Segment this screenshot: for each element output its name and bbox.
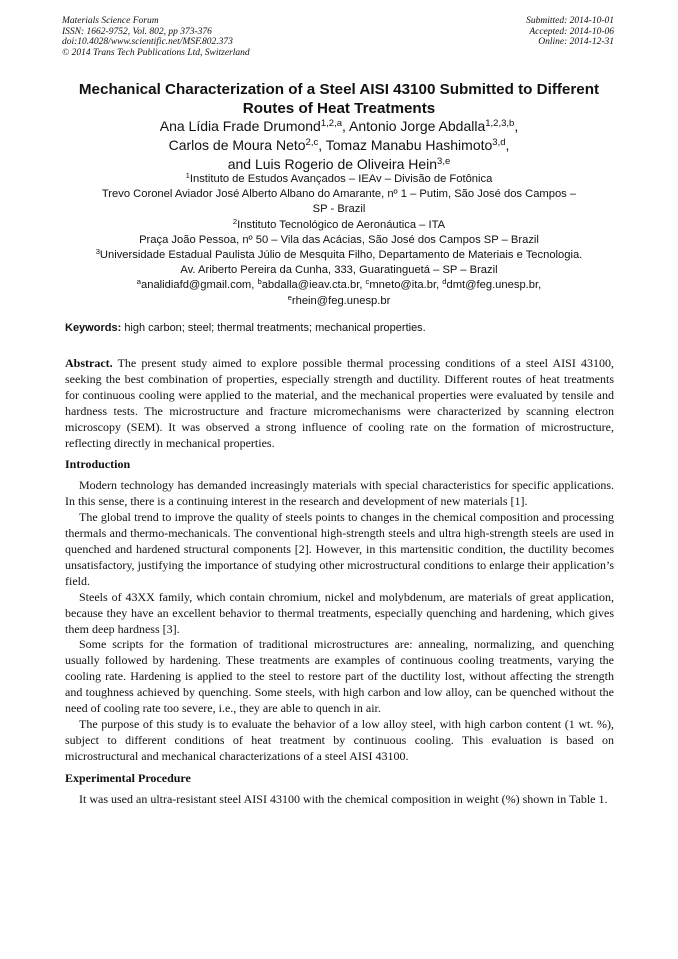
affiliation-line: $^1$Instituto de Estudos Avançados – IEAv – Divisão de Fotônica — [185, 171, 493, 185]
paper-body — [65, 356, 614, 807]
section-heading-introduction: Introduction — [65, 457, 131, 472]
keywords — [65, 321, 615, 335]
paper-title — [50, 80, 628, 118]
author-name: Tomaz Manabu Hashimoto — [325, 137, 493, 153]
email-link[interactable]: analidiafd@gmail.com — [141, 279, 252, 292]
keywords-label: Keywords: — [65, 322, 122, 334]
affiliation-line: Praça João Pessoa, nº 50 – Vila das Acácias, São José dos Campos SP – Brazil — [139, 233, 539, 246]
author-affil-mark: 1,2,a — [320, 118, 343, 130]
author-name: Carlos de Moura Neto — [168, 137, 306, 153]
title-line-1: Mechanical Characterization of a Steel AISI 43100 Submitted to Different — [78, 81, 600, 98]
accepted-date: Accepted: 2014-10-06 — [529, 26, 614, 37]
journal-copyright: © 2014 Trans Tech Publications Ltd, Switzerland — [62, 47, 250, 58]
paragraph: The purpose of this study is to evaluate the behavior of a low alloy steel, with high carbon content (1 wt. %), subject to different conditions of heat treatment by continuous cooling. This evaluation is based on microstructural and mechanical characterizations of a steel AISI 43100. — [65, 716, 614, 763]
section-heading-experimental: Experimental Procedure — [65, 770, 191, 785]
submitted-date: Submitted: 2014-10-01 — [526, 16, 614, 26]
affiliation-line: $^3$Universidade Estadual Paulista Júlio de Mesquita Filho, Departamento de Materiais e Tecnologia. — [95, 247, 583, 262]
author-affil-mark: 3,d — [492, 137, 506, 149]
author-name: Luis Rogerio de Oliveira Hein — [254, 156, 438, 172]
affiliation-line: Av. Ariberto Pereira da Cunha, 333, Guaratinguetá – SP – Brazil — [180, 264, 498, 277]
email-line: $^a$analidiafd@gmail.com, $^b$abdalla@ieav.cta.br, $^c$mneto@ita.br, $^d$dmt@feg.unesp.br, — [136, 277, 542, 292]
author-name: Antonio Jorge Abdalla — [349, 118, 486, 134]
email-link[interactable]: dmt@feg.unesp.br — [446, 279, 539, 292]
author-affil-mark: 2,c — [305, 137, 319, 149]
email-link[interactable]: mneto@ita.br — [369, 279, 437, 292]
keywords-text: high carbon; steel; thermal treatments; mechanical properties. — [124, 322, 426, 334]
online-date: Online: 2014-12-31 — [538, 37, 614, 48]
journal-doi: doi:10.4028/www.scientific.net/MSF.802.373 — [62, 37, 233, 48]
author-line-1: Ana Lídia Frade Drumond$^{1,2,a}$, Antonio Jorge Abdalla$^{1,2,3,b}$, — [159, 118, 519, 134]
paragraph: It was used an ultra-resistant steel AISI 43100 with the chemical composition in weight (%) shown in Table 1. — [79, 791, 608, 806]
abstract — [65, 356, 614, 451]
author-list — [40, 117, 638, 174]
abstract-text: The present study aimed to explore possible thermal processing conditions of a steel AISI 43100, seeking the best combination of properties, especially strength and ductility. Different routes of heat treatments for continuous cooling were applied to the material, and the mechanical properties were evaluated by tensile and hardness tests. The microstructure and fracture micromechanisms were characterized by scanning electron microscopy (SEM). It was observed a strong influence of cooling rate on the formation of microstructure, reflecting directly in mechanical properties. — [65, 356, 614, 450]
author-name: Ana Lídia Frade Drumond — [159, 118, 321, 134]
email-link[interactable]: abdalla@ieav.cta.br — [261, 279, 360, 292]
author-affil-mark: 1,2,3,b — [485, 118, 515, 130]
journal-info — [62, 16, 250, 58]
affiliation-line: SP - Brazil — [312, 203, 366, 216]
paragraph: The global trend to improve the quality of steels points to changes in the chemical composition and processing thermals and thermo-mechanicals. The conventional high-strength steels and ultra high-strength steels are used in quenched and hardened structural components [2]. However, in this martensitic condition, the ductility becomes unsatisfactory, justifying the importance of studying other microstructural conditions to enlarge their application’s field. — [65, 510, 614, 588]
submission-dates — [526, 16, 614, 48]
email-line: $^e$rhein@feg.unesp.br — [287, 292, 391, 307]
affiliation-line: $^2$Instituto Tecnológico de Aeronáutica – ITA — [232, 216, 446, 231]
affiliation-mark: 2 — [232, 216, 238, 226]
journal-issn: ISSN: 1662-9752, Vol. 802, pp 373-376 — [62, 26, 212, 37]
abstract-label: Abstract. — [65, 356, 113, 370]
journal-name: Materials Science Forum — [62, 16, 159, 26]
author-affil-mark: 3,e — [437, 156, 451, 168]
title-line-2: Routes of Heat Treatments — [242, 100, 436, 117]
affiliation-line: Trevo Coronel Aviador José Alberto Albano do Amarante, nº 1 – Putim, São José dos Campos – — [101, 188, 577, 201]
affiliations — [40, 172, 638, 309]
author-line-2: Carlos de Moura Neto$^{2,c}$, Tomaz Manabu Hashimoto$^{3,d}$, — [168, 137, 510, 153]
affiliation-mark: 3 — [95, 247, 100, 257]
email-link[interactable]: rhein@feg.unesp.br — [291, 294, 391, 307]
affiliation-mark: 1 — [185, 171, 190, 181]
paragraph: Some scripts for the formation of traditional microstructures are: annealing, normalizing, and quenching usually followed by hardening. These treatments are examples of continuous cooling treatments, varying the cooling rate. Hardening is applied to the steel to restore part of the ductility lost, without affecting the strength and toughness achieved by quenching. Some steels, with high carbon and low alloy, can be quenched without the need of cooling rate too severe, i.e., they are able to quench in air. — [65, 637, 614, 716]
paragraph: Modern technology has demanded increasingly materials with special characteristics for specific applications. In this sense, there is a continuing interest in the research and development of new materials [1]. — [65, 478, 614, 509]
paragraph: Steels of 43XX family, which contain chromium, nickel and molybdenum, are materials of great application, because they have an excellent behavior to thermal treatments, especially quenching and hardening, which gives them deep hardness [3]. — [65, 589, 614, 636]
author-conjunction: and — [227, 156, 252, 172]
